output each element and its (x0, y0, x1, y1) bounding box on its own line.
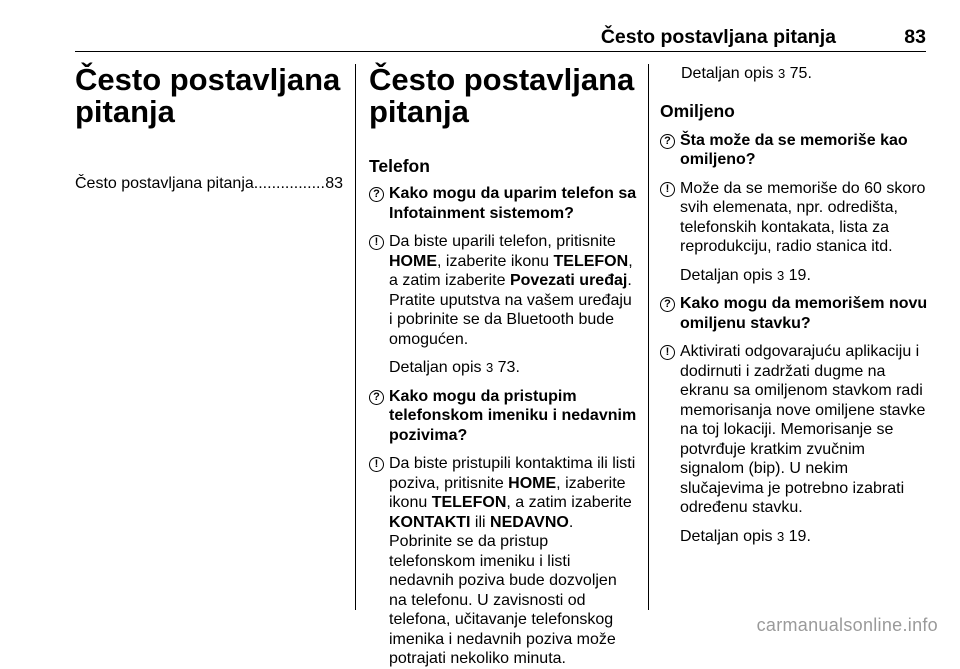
answer-item (660, 179, 928, 257)
detail-ref[interactable]: Detaljan opis 3 19. (680, 266, 811, 284)
answer-text: Da biste pristupili kontaktima ili listi poziva, pritisnite HOME, izaberite ikonu TELEFON, a zatim izaberite KONTAKTI ili NEDAVNO. Pobrinite se da pristup telefonskom imeniku i listi nedavnih poziva bude dozvoljen na telefonu. U zavisnosti od telefona, učitavanje telefonskog imenika i nedavnih poziva može potrajati nekoliko minuta. (389, 455, 636, 667)
subsection-telefon: Telefon (369, 156, 430, 176)
info-icon: ! (369, 232, 389, 349)
question-icon: ? (369, 184, 389, 223)
toc-leader (254, 175, 325, 193)
detail-ref[interactable]: Detaljan opis 3 19. (680, 527, 811, 545)
column-toc (75, 64, 343, 193)
page-number: 83 (904, 26, 926, 48)
column-divider (355, 64, 356, 610)
answer-item (660, 342, 928, 518)
column-divider (648, 64, 649, 610)
arrow-icon: 3 (776, 267, 785, 283)
arrow-icon: 3 (777, 66, 786, 81)
detail-ref[interactable]: Detaljan opis 3 75. (681, 65, 812, 82)
question-icon: ? (660, 294, 680, 333)
question-icon: ? (369, 387, 389, 446)
question-text: Kako mogu da uparim telefon sa Infotainment sistemom? (389, 185, 637, 222)
answer-text: Aktivirati odgovarajuću aplikaciju i dodirnuti i zadržati dugme na ekranu sa omiljenom stavkom radi memorisanja nove omiljene stavke na toj lokaciji. Memorisanje se potvrđuje kratkim zvučnim signalom (bip). U nekim slučajevima je potrebno izabrati određenu stavku. (680, 343, 926, 516)
question-item (369, 184, 637, 223)
info-icon: ! (660, 342, 680, 518)
answer-text: Da biste uparili telefon, pritisnite HOME, izaberite ikonu TELEFON, a zatim izaberite Povezati uređaj. Pratite uputstva na vašem uređaju i pobrinite se da Bluetooth bude omogućen. (389, 233, 633, 348)
detail-ref[interactable]: Detaljan opis 3 73. (389, 359, 520, 376)
toc-page: 83 (325, 175, 343, 192)
chapter-title: Često postavljana pitanja (75, 62, 341, 129)
answer-item (369, 232, 637, 349)
question-text: Šta može da se memoriše kao omiljeno? (680, 131, 908, 168)
subsection-omiljeno: Omiljeno (660, 100, 735, 121)
watermark: carmanualsonline.info (756, 615, 938, 635)
toc-entry[interactable] (75, 175, 343, 193)
info-icon: ! (369, 454, 389, 669)
info-icon: ! (660, 179, 680, 257)
question-text: Kako mogu da pristupim telefonskom imeniku i nedavnim pozivima? (389, 387, 637, 444)
page-header (75, 0, 926, 52)
question-item (660, 131, 928, 170)
toc-label: Često postavljana pitanja (75, 175, 254, 192)
answer-text: Može da se memoriše do 60 skoro svih elemenata, npr. odredišta, telefonskih kontakata, lista za reprodukciju, radio stanica itd. (680, 179, 926, 255)
column-telefon (369, 64, 637, 669)
arrow-icon: 3 (776, 528, 785, 544)
section-title: Često postavljana pitanja (369, 62, 635, 129)
question-item (369, 387, 637, 446)
answer-item (369, 454, 637, 669)
arrow-icon: 3 (485, 360, 494, 375)
question-text: Kako mogu da memorišem novu omiljenu stavku? (680, 295, 928, 332)
column-omiljeno (660, 64, 928, 546)
header-title: Često postavljana pitanja (600, 26, 836, 48)
question-item (660, 294, 928, 333)
question-icon: ? (660, 131, 680, 170)
